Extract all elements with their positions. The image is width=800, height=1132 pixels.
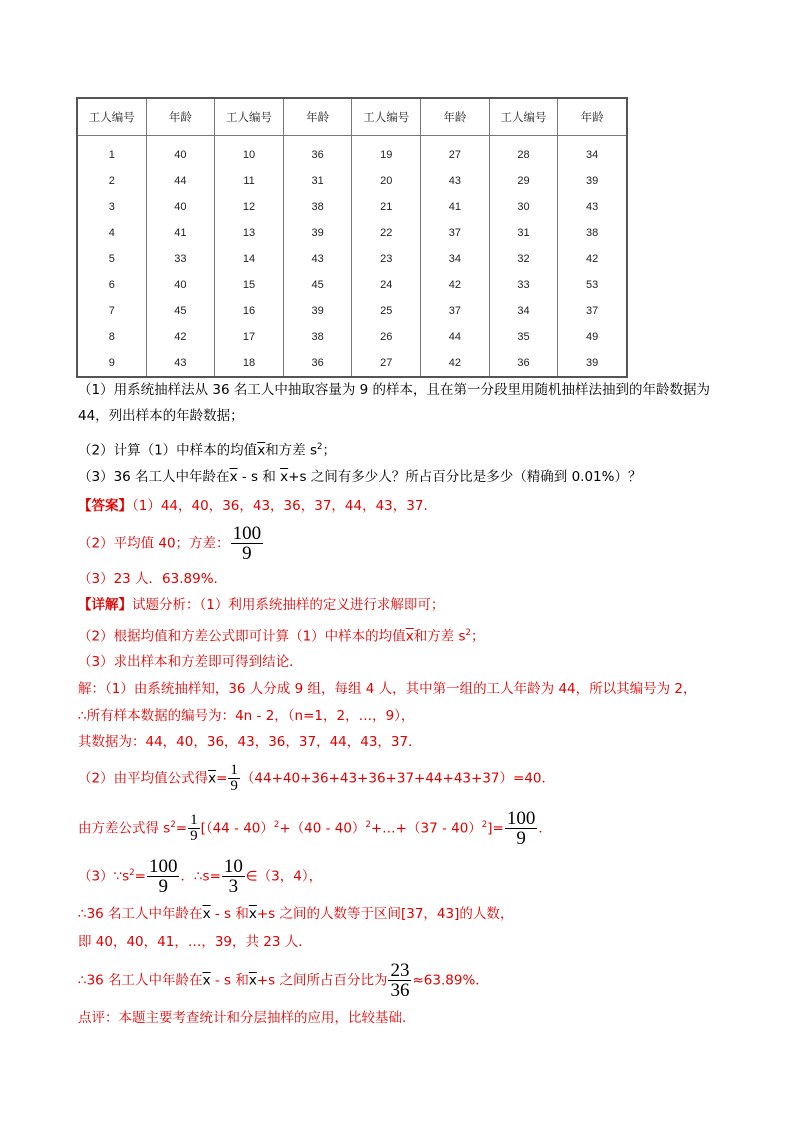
cell-worker-id: 4 <box>77 220 146 246</box>
cell-age: 27 <box>421 136 490 169</box>
cell-age: 38 <box>283 324 352 350</box>
cell-age: 40 <box>146 136 215 169</box>
table-row <box>77 136 627 169</box>
cell-worker-id: 25 <box>352 298 421 324</box>
std-dev-line <box>78 857 322 896</box>
numerator: 23 <box>390 960 410 981</box>
cell-worker-id: 7 <box>77 298 146 324</box>
cell-worker-id: 27 <box>352 350 421 377</box>
header-worker-id: 工人编号 <box>489 98 558 136</box>
text: - s 和 <box>210 972 249 989</box>
cell-age: 41 <box>146 220 215 246</box>
fraction <box>188 813 200 844</box>
text: - s 和 <box>237 469 281 485</box>
superscript: 2 <box>481 820 488 830</box>
cell-age: 42 <box>146 324 215 350</box>
denominator: 9 <box>242 543 252 564</box>
cell-age: 39 <box>283 298 352 324</box>
denominator: 9 <box>158 876 168 897</box>
table-row <box>77 194 627 220</box>
fraction <box>231 524 264 563</box>
cell-worker-id: 28 <box>489 136 558 169</box>
question-2 <box>78 438 336 460</box>
detail-intro <box>78 596 444 614</box>
cell-age: 37 <box>421 220 490 246</box>
cell-worker-id: 11 <box>215 168 284 194</box>
cell-worker-id: 14 <box>215 246 284 272</box>
answer-tag: 【答案】 <box>78 498 132 514</box>
cell-worker-id: 18 <box>215 350 284 377</box>
superscript: 2 <box>317 442 323 452</box>
numerator: 1 <box>230 762 238 778</box>
text: （2）计算（1）中样本的均值 <box>78 442 258 459</box>
text: ． <box>538 820 552 837</box>
header-worker-id: 工人编号 <box>215 98 284 136</box>
cell-worker-id: 36 <box>489 350 558 377</box>
numerator: 100 <box>232 523 262 544</box>
cell-worker-id: 30 <box>489 194 558 220</box>
cell-worker-id: 31 <box>489 220 558 246</box>
answer-3: （3）23 人．63.89%． <box>78 571 228 587</box>
cell-worker-id: 9 <box>77 350 146 377</box>
cell-age: 40 <box>146 272 215 298</box>
solution-2: ∴所有样本数据的编号为：4n - 2，（n=1，2，…，9）， <box>78 708 415 724</box>
mean-symbol: $\overline{x}$ <box>248 972 257 989</box>
cell-age: 36 <box>283 136 352 169</box>
question-3 <box>78 468 641 486</box>
percentage-line <box>78 961 489 1000</box>
question-1-line-2: 44，列出样本的年龄数据； <box>78 408 244 424</box>
cell-age: 43 <box>146 350 215 377</box>
cell-worker-id: 10 <box>215 136 284 169</box>
cell-worker-id: 2 <box>77 168 146 194</box>
text: ]= <box>487 820 504 837</box>
numerator: 100 <box>506 808 536 829</box>
header-worker-id: 工人编号 <box>352 98 421 136</box>
cell-age: 43 <box>283 246 352 272</box>
superscript: 2 <box>365 820 371 830</box>
cell-age: 31 <box>283 168 352 194</box>
header-age: 年龄 <box>421 98 490 136</box>
cell-worker-id: 13 <box>215 220 284 246</box>
cell-age: 40 <box>146 194 215 220</box>
numerator: 100 <box>148 856 178 877</box>
text: （44+40+36+43+36+37+44+43+37）=40． <box>240 770 555 787</box>
cell-age: 38 <box>283 194 352 220</box>
cell-worker-id: 20 <box>352 168 421 194</box>
variance-formula <box>78 809 552 848</box>
cell-worker-id: 12 <box>215 194 284 220</box>
mean-symbol: $\overline{x}$ <box>280 469 289 485</box>
fraction <box>505 809 538 848</box>
comment-line: 点评：本题主要考查统计和分层抽样的应用，比较基础. <box>78 1010 407 1026</box>
cell-age: 34 <box>421 246 490 272</box>
text: （2）由平均值公式得 <box>78 770 209 787</box>
fraction <box>388 961 411 1000</box>
text: （3）∵s <box>78 868 130 885</box>
table-header-row <box>77 98 627 136</box>
text: +s 之间所占百分比为 <box>256 972 388 989</box>
mean-symbol: $\overline{x}$ <box>202 906 211 922</box>
cell-age: 42 <box>421 272 490 298</box>
superscript: 2 <box>273 820 280 830</box>
cell-worker-id: 19 <box>352 136 421 169</box>
table-row <box>77 272 627 298</box>
header-age: 年龄 <box>283 98 352 136</box>
solution-3: 其数据为：44，40，36，43，36，37，44，43，37． <box>78 734 422 750</box>
cell-worker-id: 22 <box>352 220 421 246</box>
text: 和方差 s <box>265 442 318 459</box>
solution-1: 解：（1）由系统抽样知，36 人分成 9 组，每组 4 人，其中第一组的工人年龄为 44，所以其编号为 2， <box>78 681 697 697</box>
mean-symbol: $\overline{x}$ <box>257 442 266 459</box>
superscript: 2 <box>129 868 135 878</box>
table-row <box>77 298 627 324</box>
mean-symbol: $\overline{x}$ <box>248 906 257 922</box>
denominator: 9 <box>190 828 198 844</box>
cell-worker-id: 17 <box>215 324 284 350</box>
text: ∴36 名工人中年龄在 <box>78 906 203 922</box>
text: = <box>175 820 188 837</box>
answer-1 <box>78 497 428 515</box>
table-row <box>77 168 627 194</box>
header-age: 年龄 <box>558 98 627 136</box>
text: +s 之间有多少人？所占百分比是多少（精确到 0.01%）？ <box>288 469 642 485</box>
superscript: 2 <box>170 820 176 830</box>
table-row <box>77 220 627 246</box>
text: = <box>134 868 146 885</box>
cell-age: 37 <box>558 298 627 324</box>
mean-formula <box>78 763 555 794</box>
denominator: 3 <box>228 876 239 897</box>
answer-2 <box>78 524 264 563</box>
fraction <box>222 857 245 896</box>
cell-age: 36 <box>283 350 352 377</box>
cell-worker-id: 35 <box>489 324 558 350</box>
header-worker-id: 工人编号 <box>77 98 146 136</box>
cell-age: 39 <box>283 220 352 246</box>
text: +（40 - 40） <box>279 820 366 837</box>
count-line <box>78 905 513 923</box>
mean-symbol: $\overline{x}$ <box>208 770 217 787</box>
text: （1）44，40，36，43，36，37，44，43，37. <box>132 498 428 514</box>
text: ∈（3，4）， <box>245 868 323 885</box>
text: - s 和 <box>210 906 249 922</box>
table-row <box>77 324 627 350</box>
text: ； <box>322 442 336 459</box>
denominator: 36 <box>390 980 410 1001</box>
cell-worker-id: 8 <box>77 324 146 350</box>
detail-tag: 【详解】 <box>78 597 132 613</box>
table-row <box>77 246 627 272</box>
cell-age: 42 <box>421 350 490 377</box>
cell-worker-id: 33 <box>489 272 558 298</box>
text: [（44 - 40） <box>200 820 274 837</box>
cell-age: 38 <box>558 220 627 246</box>
text: ≈63.89%． <box>412 972 489 989</box>
text: （2）根据均值和方差公式即可计算（1）中样本的均值 <box>78 628 406 645</box>
cell-age: 37 <box>421 298 490 324</box>
text: 试题分析：（1）利用系统抽样的定义进行求解即可； <box>132 597 445 613</box>
detail-3: （3）求出样本和方差即可得到结论． <box>78 654 303 670</box>
cell-age: 39 <box>558 168 627 194</box>
cell-age: 42 <box>558 246 627 272</box>
cell-age: 49 <box>558 324 627 350</box>
text: 由方差公式得 s <box>78 820 171 837</box>
cell-worker-id: 1 <box>77 136 146 169</box>
mean-symbol: $\overline{x}$ <box>405 628 414 645</box>
cell-age: 33 <box>146 246 215 272</box>
cell-worker-id: 26 <box>352 324 421 350</box>
text: （2）平均值 40；方差： <box>78 535 230 552</box>
fraction <box>228 763 240 794</box>
text: （3）36 名工人中年龄在 <box>78 469 230 485</box>
table-row <box>77 350 627 377</box>
numerator: 10 <box>223 856 243 877</box>
cell-age: 41 <box>421 194 490 220</box>
cell-worker-id: 32 <box>489 246 558 272</box>
cell-age: 45 <box>146 298 215 324</box>
superscript: 2 <box>465 628 471 638</box>
cell-age: 45 <box>283 272 352 298</box>
cell-age: 53 <box>558 272 627 298</box>
cell-worker-id: 21 <box>352 194 421 220</box>
text: = <box>216 770 228 787</box>
cell-worker-id: 16 <box>215 298 284 324</box>
cell-worker-id: 24 <box>352 272 421 298</box>
text: +…+（37 - 40） <box>370 820 482 837</box>
cell-worker-id: 15 <box>215 272 284 298</box>
detail-2 <box>78 624 484 646</box>
text: ； <box>470 628 485 645</box>
cell-age: 34 <box>558 136 627 169</box>
cell-worker-id: 29 <box>489 168 558 194</box>
cell-age: 39 <box>558 350 627 377</box>
text: ．∴s= <box>180 868 221 885</box>
cell-age: 44 <box>146 168 215 194</box>
age-table <box>76 97 628 378</box>
cell-age: 43 <box>421 168 490 194</box>
denominator: 9 <box>230 778 238 794</box>
cell-worker-id: 5 <box>77 246 146 272</box>
numerator: 1 <box>190 812 198 828</box>
denominator: 9 <box>516 828 526 849</box>
fraction <box>147 857 180 896</box>
cell-worker-id: 6 <box>77 272 146 298</box>
cell-worker-id: 34 <box>489 298 558 324</box>
cell-age: 44 <box>421 324 490 350</box>
cell-age: 43 <box>558 194 627 220</box>
cell-worker-id: 3 <box>77 194 146 220</box>
question-1-line-1: （1）用系统抽样法从 36 名工人中抽取容量为 9 的样本，且在第一分段里用随机抽样法抽到的年龄数据为 <box>78 382 711 398</box>
text: 和方差 s <box>413 628 466 645</box>
text: ∴36 名工人中年龄在 <box>78 972 203 989</box>
mean-symbol: $\overline{x}$ <box>229 469 238 485</box>
mean-symbol: $\overline{x}$ <box>202 972 211 989</box>
text: +s 之间的人数等于区间[37，43]的人数， <box>256 906 514 922</box>
cell-worker-id: 23 <box>352 246 421 272</box>
header-age: 年龄 <box>146 98 215 136</box>
list-line: 即 40，40，41，…，39，共 23 人． <box>78 934 312 950</box>
